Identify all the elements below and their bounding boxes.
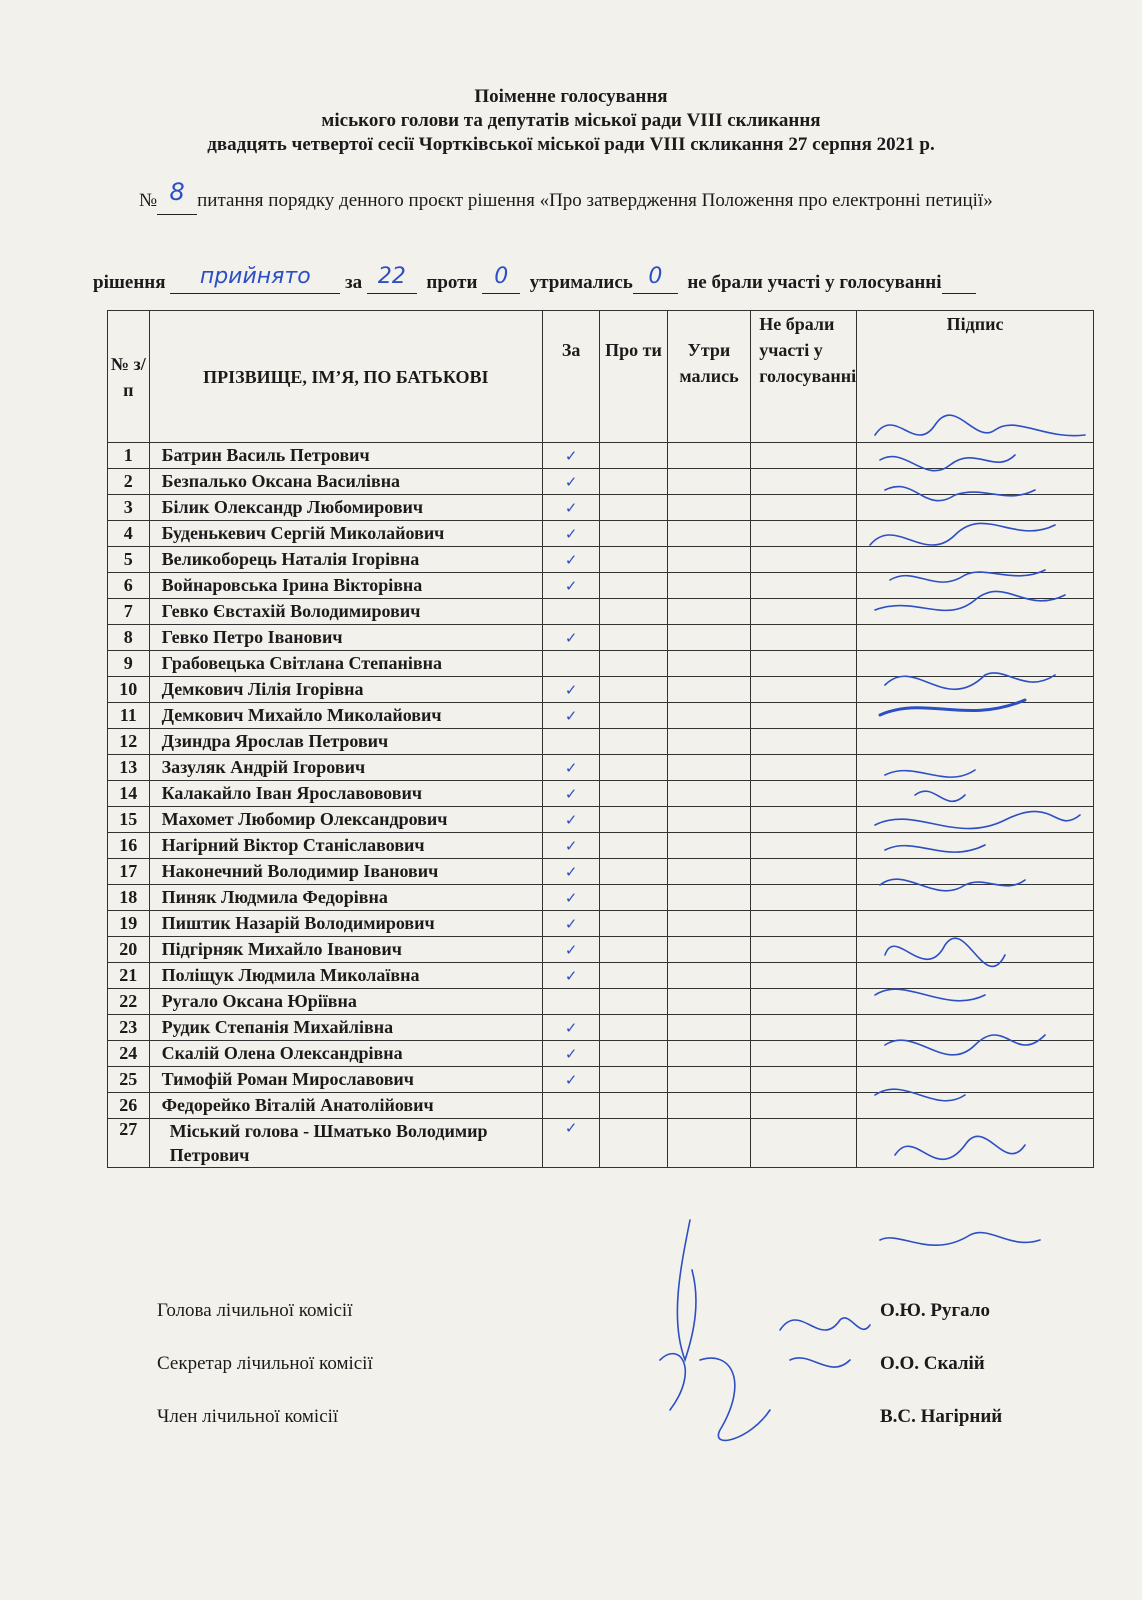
row-vote-not-voted	[751, 989, 857, 1015]
row-name: Великоборець Наталія Ігорівна	[149, 547, 542, 573]
row-vote-not-voted	[751, 859, 857, 885]
row-vote-against	[600, 573, 667, 599]
row-vote-not-voted	[751, 651, 857, 677]
row-number: 8	[108, 625, 150, 651]
row-vote-against	[600, 1093, 667, 1119]
question-number: 8	[157, 185, 197, 215]
row-vote-abstained	[667, 443, 751, 469]
row-vote-not-voted	[751, 677, 857, 703]
decision-label: рішення	[93, 272, 166, 293]
row-number: 16	[108, 833, 150, 859]
row-name: Підгірняк Михайло Іванович	[149, 937, 542, 963]
row-vote-for: ✓	[542, 833, 599, 859]
header-abstained: Утри мались	[667, 311, 751, 443]
row-vote-for: ✓	[542, 859, 599, 885]
row-vote-abstained	[667, 859, 751, 885]
row-vote-for: ✓	[542, 755, 599, 781]
row-number: 26	[108, 1093, 150, 1119]
row-vote-against	[600, 521, 667, 547]
question-text: питання порядку денного проєкт рішення «Про затвердження Положення про електронні петиції»	[197, 190, 993, 211]
row-vote-abstained	[667, 911, 751, 937]
row-name: Дзиндра Ярослав Петрович	[149, 729, 542, 755]
row-vote-abstained	[667, 677, 751, 703]
row-vote-not-voted	[751, 1119, 857, 1168]
row-number: 7	[108, 599, 150, 625]
row-name: Грабовецька Світлана Степанівна	[149, 651, 542, 677]
row-name: Міський голова - Шматько Володимир Петрович	[149, 1119, 542, 1168]
row-vote-abstained	[667, 1119, 751, 1168]
row-vote-for	[542, 1093, 599, 1119]
row-vote-not-voted	[751, 1067, 857, 1093]
row-vote-for	[542, 989, 599, 1015]
row-vote-against	[600, 859, 667, 885]
row-vote-for: ✓	[542, 469, 599, 495]
row-vote-abstained	[667, 963, 751, 989]
row-vote-abstained	[667, 781, 751, 807]
row-vote-for: ✓	[542, 807, 599, 833]
row-vote-abstained	[667, 755, 751, 781]
header-number: № з/п	[108, 311, 150, 443]
row-number: 2	[108, 469, 150, 495]
agenda-question	[139, 178, 1069, 215]
row-vote-against	[600, 755, 667, 781]
row-vote-abstained	[667, 1067, 751, 1093]
row-vote-against	[600, 937, 667, 963]
row-name: Батрин Василь Петрович	[149, 443, 542, 469]
row-vote-for: ✓	[542, 781, 599, 807]
row-vote-against	[600, 651, 667, 677]
row-vote-for	[542, 651, 599, 677]
row-vote-for: ✓	[542, 1015, 599, 1041]
row-name: Рудик Степанія Михайлівна	[149, 1015, 542, 1041]
row-vote-not-voted	[751, 911, 857, 937]
row-name: Зазуляк Андрій Ігорович	[149, 755, 542, 781]
row-vote-for: ✓	[542, 677, 599, 703]
row-number: 20	[108, 937, 150, 963]
row-vote-against	[600, 1041, 667, 1067]
row-vote-against	[600, 703, 667, 729]
row-vote-not-voted	[751, 599, 857, 625]
row-name: Войнаровська Ірина Вікторівна	[149, 573, 542, 599]
row-vote-not-voted	[751, 1015, 857, 1041]
row-number: 27	[108, 1119, 150, 1168]
row-number: 4	[108, 521, 150, 547]
row-vote-not-voted	[751, 937, 857, 963]
decision-line	[93, 264, 1093, 294]
row-vote-for: ✓	[542, 885, 599, 911]
row-number: 10	[108, 677, 150, 703]
row-vote-abstained	[667, 1093, 751, 1119]
header-for: За	[542, 311, 599, 443]
secretary-name: О.О. Скалій	[880, 1353, 985, 1374]
for-label: за	[345, 272, 363, 293]
row-vote-for: ✓	[542, 937, 599, 963]
row-vote-abstained	[667, 1041, 751, 1067]
row-vote-for	[542, 729, 599, 755]
row-vote-against	[600, 677, 667, 703]
member-label: Член лічильної комісії	[157, 1406, 339, 1427]
row-vote-not-voted	[751, 1093, 857, 1119]
row-vote-not-voted	[751, 963, 857, 989]
row-number: 9	[108, 651, 150, 677]
row-number: 17	[108, 859, 150, 885]
row-vote-not-voted	[751, 521, 857, 547]
against-label: проти	[426, 272, 478, 293]
row-vote-for: ✓	[542, 547, 599, 573]
member-name: В.С. Нагірний	[880, 1406, 1003, 1427]
against-value: 0	[482, 270, 520, 294]
row-vote-not-voted	[751, 703, 857, 729]
row-name: Пиняк Людмила Федорівна	[149, 885, 542, 911]
row-vote-abstained	[667, 599, 751, 625]
row-vote-against	[600, 443, 667, 469]
row-name: Буденькевич Сергій Миколайович	[149, 521, 542, 547]
abstained-value: 0	[633, 270, 678, 294]
row-vote-abstained	[667, 989, 751, 1015]
row-vote-not-voted	[751, 729, 857, 755]
question-number-prefix: №	[139, 190, 158, 211]
row-number: 24	[108, 1041, 150, 1067]
row-vote-for: ✓	[542, 1067, 599, 1093]
row-number: 18	[108, 885, 150, 911]
row-vote-against	[600, 729, 667, 755]
header-signature: Підпис	[857, 311, 1094, 443]
row-vote-for: ✓	[542, 703, 599, 729]
row-vote-abstained	[667, 1015, 751, 1041]
row-number: 19	[108, 911, 150, 937]
row-vote-abstained	[667, 729, 751, 755]
row-vote-for: ✓	[542, 625, 599, 651]
for-value: 22	[367, 270, 417, 294]
row-vote-against	[600, 625, 667, 651]
row-vote-against	[600, 963, 667, 989]
row-vote-abstained	[667, 937, 751, 963]
row-vote-not-voted	[751, 547, 857, 573]
row-vote-against	[600, 495, 667, 521]
row-name: Білик Олександр Любомирович	[149, 495, 542, 521]
signatures-scribbles	[855, 395, 1100, 1205]
not-voted-label: не брали участі у голосуванні	[687, 272, 942, 293]
row-number: 1	[108, 443, 150, 469]
row-number: 13	[108, 755, 150, 781]
row-number: 12	[108, 729, 150, 755]
row-vote-for: ✓	[542, 911, 599, 937]
row-vote-not-voted	[751, 573, 857, 599]
row-name: Ругало Оксана Юріївна	[149, 989, 542, 1015]
row-vote-against	[600, 1015, 667, 1041]
row-name: Федорейко Віталій Анатолійович	[149, 1093, 542, 1119]
row-vote-abstained	[667, 833, 751, 859]
header-not-voted: Не брали участі у голосуванні	[751, 311, 857, 443]
row-number: 21	[108, 963, 150, 989]
row-number: 5	[108, 547, 150, 573]
row-vote-not-voted	[751, 495, 857, 521]
row-vote-against	[600, 1067, 667, 1093]
row-vote-not-voted	[751, 781, 857, 807]
row-vote-against	[600, 781, 667, 807]
row-vote-for: ✓	[542, 443, 599, 469]
chair-name: О.Ю. Ругало	[880, 1300, 990, 1321]
doc-subtitle: міського голови та депутатів міської ради VIII скликання	[321, 110, 821, 131]
doc-title: Поіменне голосування	[474, 86, 668, 107]
row-name: Демкович Михайло Миколайович	[149, 703, 542, 729]
row-vote-for: ✓	[542, 963, 599, 989]
row-vote-abstained	[667, 625, 751, 651]
row-vote-against	[600, 885, 667, 911]
row-name: Безпалько Оксана Василівна	[149, 469, 542, 495]
row-number: 25	[108, 1067, 150, 1093]
row-vote-abstained	[667, 573, 751, 599]
row-name: Тимофій Роман Мирославович	[149, 1067, 542, 1093]
row-vote-for: ✓	[542, 521, 599, 547]
row-vote-abstained	[667, 703, 751, 729]
commission-signatures	[640, 1210, 1060, 1470]
row-vote-abstained	[667, 885, 751, 911]
row-vote-against	[600, 807, 667, 833]
row-vote-abstained	[667, 469, 751, 495]
row-vote-against	[600, 833, 667, 859]
row-number: 22	[108, 989, 150, 1015]
row-vote-not-voted	[751, 807, 857, 833]
row-vote-for: ✓	[542, 1119, 599, 1168]
row-vote-abstained	[667, 521, 751, 547]
row-vote-abstained	[667, 807, 751, 833]
header-against: Про ти	[600, 311, 667, 443]
row-name: Гевко Євстахій Володимирович	[149, 599, 542, 625]
commission-signatures-image	[640, 1210, 1060, 1470]
row-vote-not-voted	[751, 885, 857, 911]
row-vote-for: ✓	[542, 1041, 599, 1067]
row-name: Скалій Олена Олександрівна	[149, 1041, 542, 1067]
row-vote-abstained	[667, 651, 751, 677]
header-name: ПРІЗВИЩЕ, ІМ’Я, ПО БАТЬКОВІ	[149, 311, 542, 443]
row-vote-not-voted	[751, 1041, 857, 1067]
row-name: Калакайло Іван Ярославовович	[149, 781, 542, 807]
row-vote-not-voted	[751, 833, 857, 859]
row-vote-abstained	[667, 547, 751, 573]
decision-value: прийнято	[170, 270, 340, 294]
row-vote-not-voted	[751, 469, 857, 495]
row-vote-against	[600, 1119, 667, 1168]
not-voted-value	[942, 293, 976, 294]
row-number: 6	[108, 573, 150, 599]
row-name: Поліщук Людмила Миколаївна	[149, 963, 542, 989]
row-number: 14	[108, 781, 150, 807]
row-name: Махомет Любомир Олександрович	[149, 807, 542, 833]
chair-label: Голова лічильної комісії	[157, 1300, 353, 1321]
secretary-label: Секретар лічильної комісії	[157, 1353, 373, 1374]
row-vote-against	[600, 547, 667, 573]
row-number: 11	[108, 703, 150, 729]
row-vote-for	[542, 599, 599, 625]
row-name: Гевко Петро Іванович	[149, 625, 542, 651]
row-vote-against	[600, 911, 667, 937]
row-vote-not-voted	[751, 625, 857, 651]
row-name: Демкович Лілія Ігорівна	[149, 677, 542, 703]
row-number: 23	[108, 1015, 150, 1041]
row-name: Пиштик Назарій Володимирович	[149, 911, 542, 937]
row-vote-for: ✓	[542, 573, 599, 599]
session-line: двадцять четвертої сесії Чортківської міської ради VIII скликання 27 серпня 2021 р.	[207, 134, 935, 155]
row-vote-against	[600, 989, 667, 1015]
row-vote-for: ✓	[542, 495, 599, 521]
row-number: 3	[108, 495, 150, 521]
row-number: 15	[108, 807, 150, 833]
row-vote-abstained	[667, 495, 751, 521]
row-vote-against	[600, 599, 667, 625]
row-name: Наконечний Володимир Іванович	[149, 859, 542, 885]
row-vote-not-voted	[751, 755, 857, 781]
row-vote-against	[600, 469, 667, 495]
abstained-label: утримались	[529, 272, 633, 293]
signatures-image	[855, 395, 1100, 1205]
row-name: Нагірний Віктор Станіславович	[149, 833, 542, 859]
row-vote-not-voted	[751, 443, 857, 469]
